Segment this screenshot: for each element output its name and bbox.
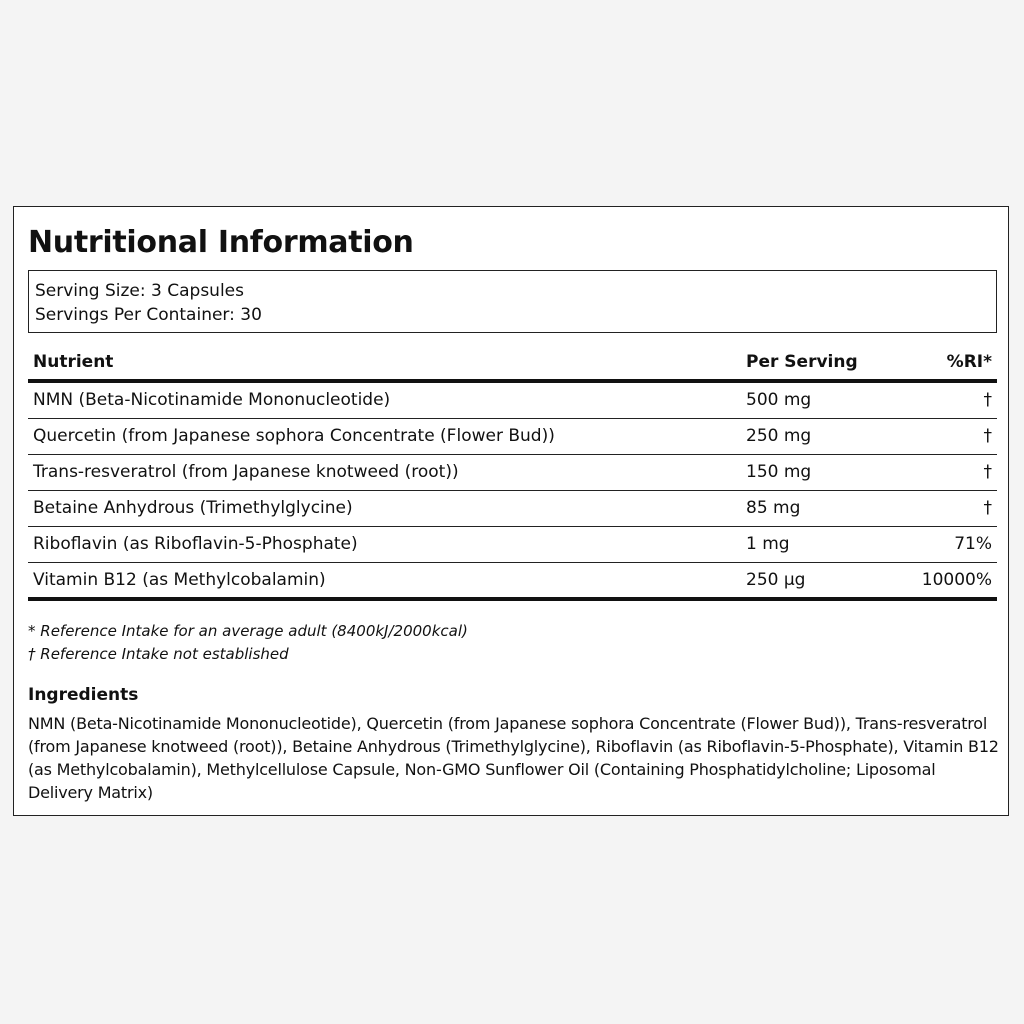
nutrient-name: Riboflavin (as Riboflavin-5-Phosphate) (33, 534, 358, 554)
table-row (28, 491, 997, 527)
table-header-row (28, 345, 997, 383)
nutrient-name: NMN (Beta-Nicotinamide Mononucleotide) (33, 390, 391, 410)
nutrient-amount: 150 mg (746, 462, 812, 482)
nutrition-label-panel (13, 206, 1009, 816)
nutrient-amount: 1 mg (746, 534, 790, 554)
servings-per-container: Servings Per Container: 30 (35, 305, 262, 325)
nutrient-name: Quercetin (from Japanese sophora Concentrate (Flower Bud)) (33, 426, 555, 446)
nutrient-name: Trans-resveratrol (from Japanese knotweed (root)) (33, 462, 459, 482)
header-ri: %RI* (946, 352, 992, 372)
table-row (28, 455, 997, 491)
nutrient-amount: 500 mg (746, 390, 812, 410)
nutrient-table (28, 345, 997, 601)
nutrient-ri: † (983, 462, 992, 482)
footnotes (28, 620, 468, 666)
nutrient-name: Betaine Anhydrous (Trimethylglycine) (33, 498, 353, 518)
table-row (28, 563, 997, 601)
table-row (28, 419, 997, 455)
nutrient-name: Vitamin B12 (as Methylcobalamin) (33, 570, 326, 590)
label-title: Nutritional Information (28, 225, 414, 260)
nutrient-amount: 250 mg (746, 426, 812, 446)
footnote-reference-intake: * Reference Intake for an average adult (8400kJ/2000kcal) (28, 622, 468, 640)
nutrient-ri: 71% (954, 534, 992, 554)
header-per-serving: Per Serving (746, 352, 858, 372)
serving-info-box (28, 270, 997, 333)
ingredients-heading: Ingredients (28, 685, 139, 705)
nutrient-ri: 10000% (921, 570, 992, 590)
header-nutrient: Nutrient (33, 352, 114, 372)
serving-size: Serving Size: 3 Capsules (35, 281, 244, 301)
nutrient-ri: † (983, 498, 992, 518)
nutrient-amount: 250 µg (746, 570, 806, 590)
nutrient-ri: † (983, 390, 992, 410)
ingredients-text: NMN (Beta-Nicotinamide Mononucleotide), Quercetin (from Japanese sophora Concentrate (Flower Bud)), Trans-resveratrol (from Japanese knotweed (root)), Betaine Anhydrous (Trimethylglycine), Riboflavin (as Riboflavin-5-Phosphate), Vitamin B12 (as Methylcobalamin), Methylcellulose Capsule, Non-GMO Sunflower Oil (Containing Phosphatidylcholine; Liposomal Delivery Matrix) (28, 714, 999, 802)
table-row (28, 383, 997, 419)
footnote-not-established: † Reference Intake not established (28, 645, 289, 663)
nutrient-amount: 85 mg (746, 498, 801, 518)
table-row (28, 527, 997, 563)
nutrient-ri: † (983, 426, 992, 446)
